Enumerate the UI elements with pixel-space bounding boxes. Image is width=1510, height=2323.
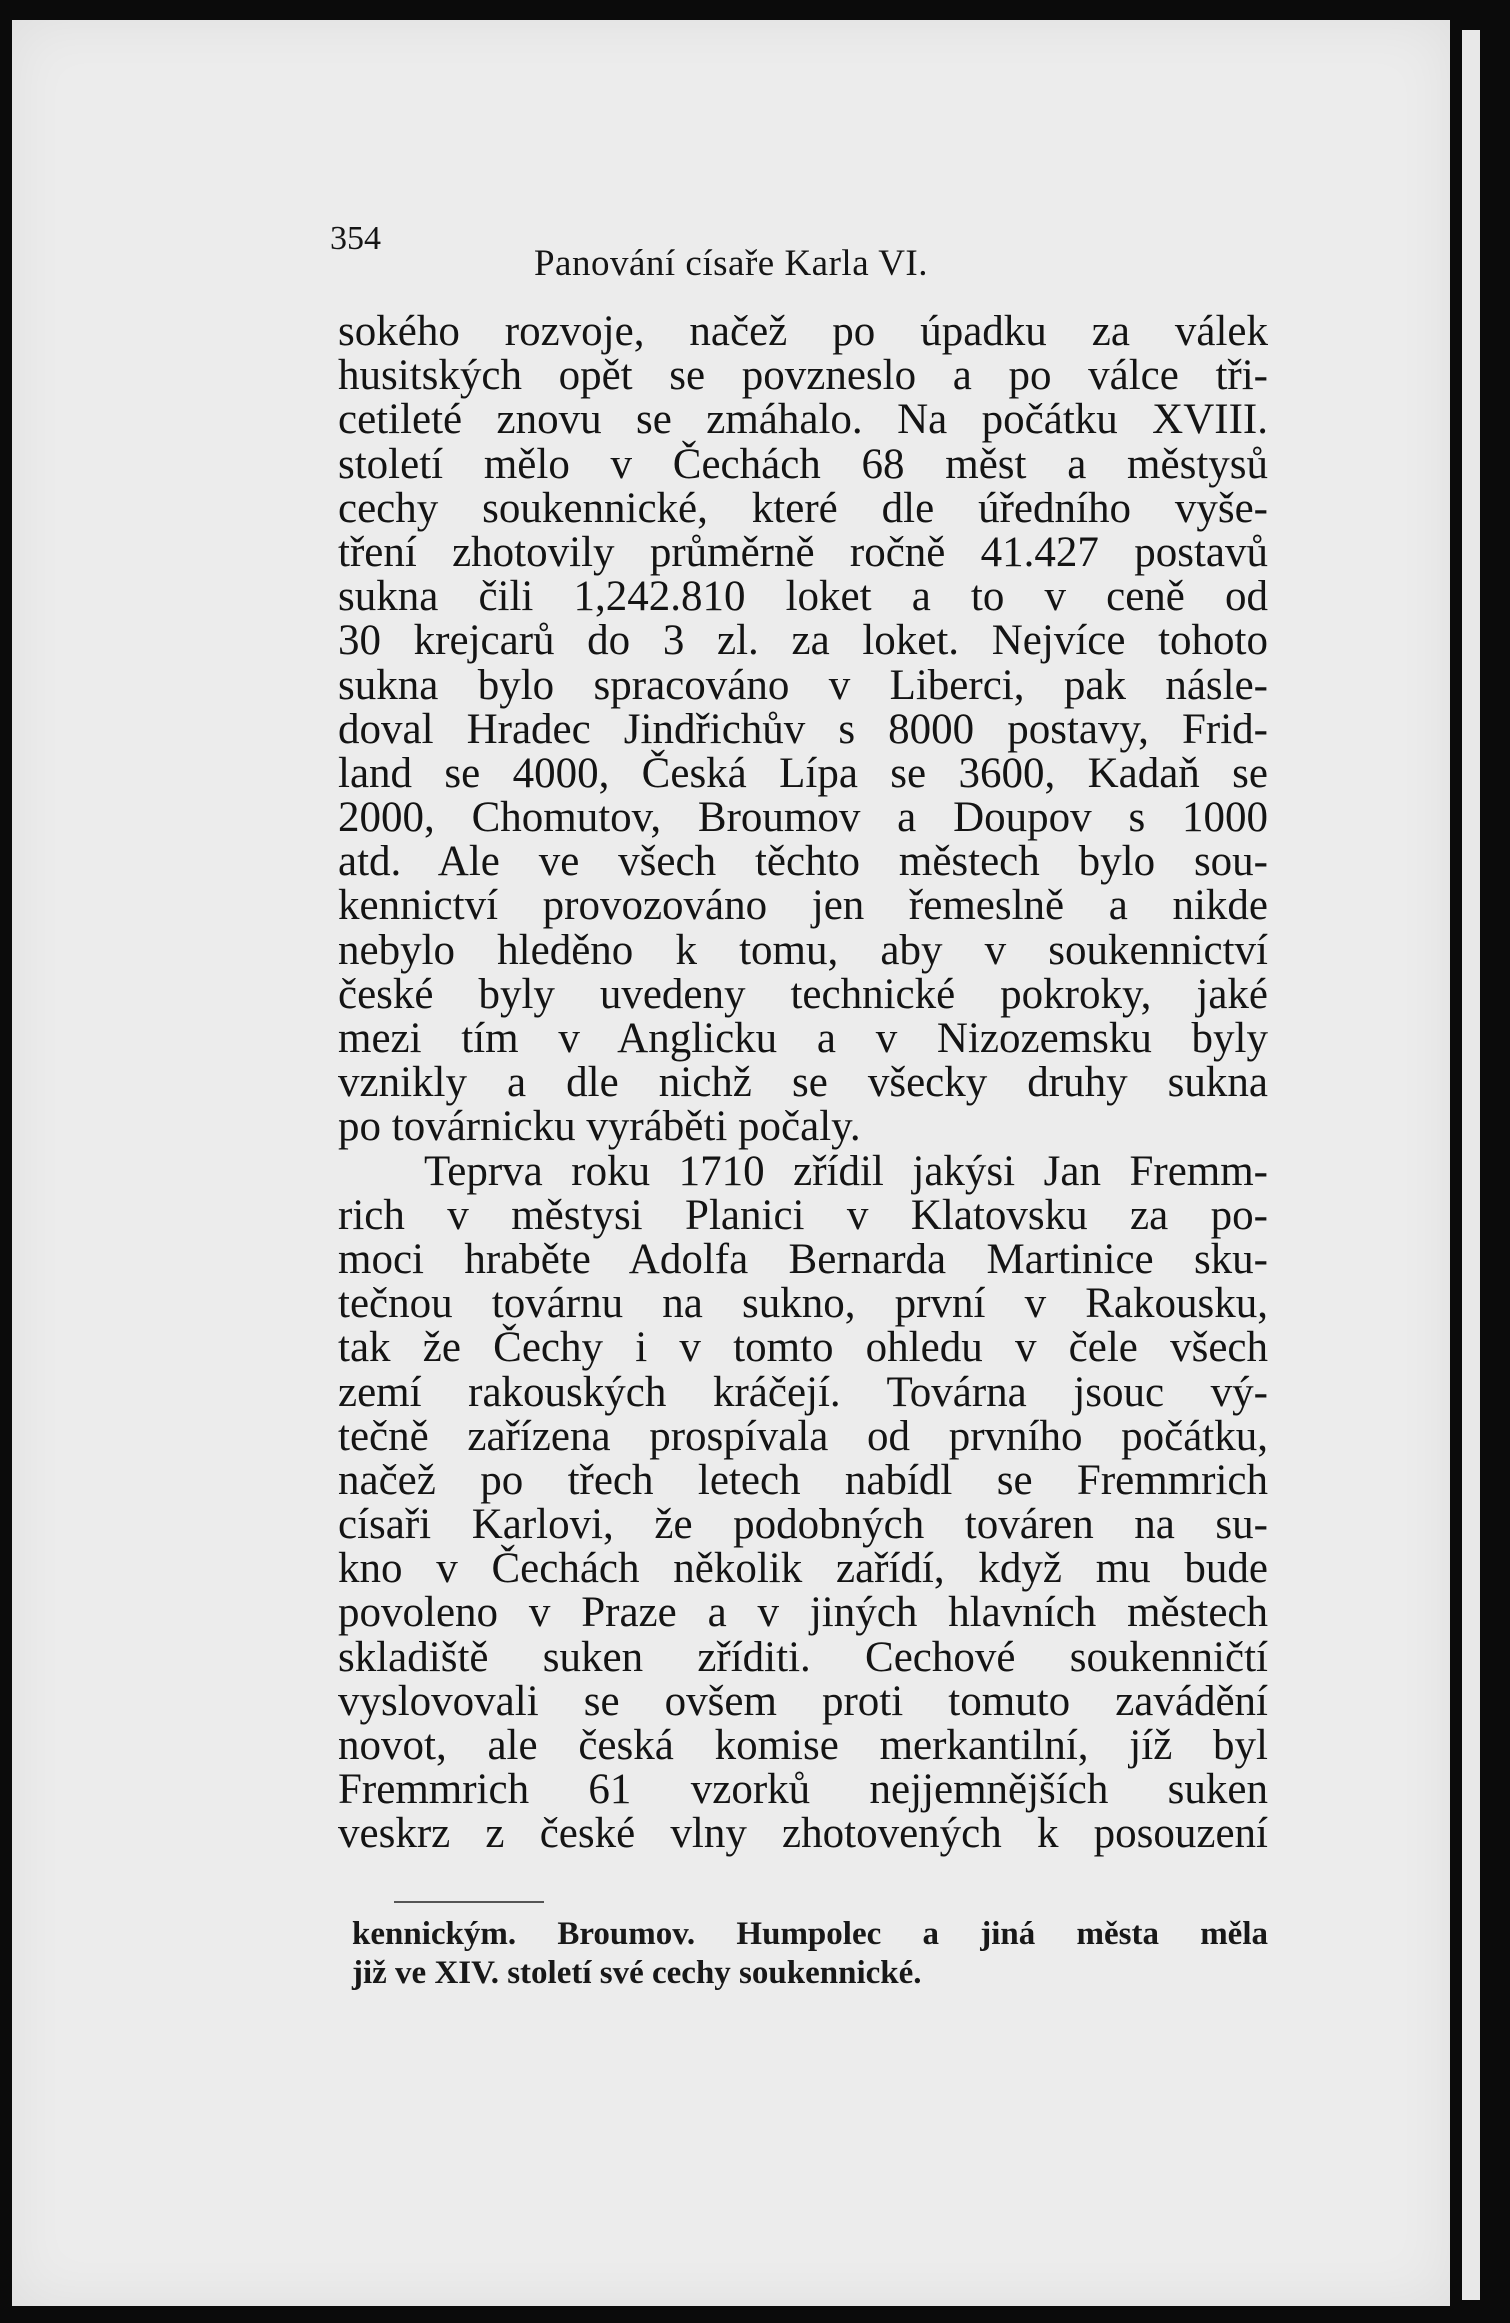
body-text: [338, 310, 1268, 1857]
text-line: nebylo hleděno k tomu, aby v soukennictví: [338, 926, 1268, 974]
paragraph-end-line: po továrnicku vyráběti počaly.: [338, 1103, 861, 1151]
text-line: veskrz z české vlny zhotovených k posouzení: [338, 1810, 1268, 1858]
text-line: husitských opět se povzneslo a po válce tři-: [338, 352, 1268, 400]
footnote-divider: [394, 1901, 544, 1903]
text-line: land se 4000, Česká Lípa se 3600, Kadaň se: [338, 749, 1268, 797]
text-line: novot, ale česká komise merkantilní, jíž byl: [338, 1722, 1268, 1769]
text-line: tak že Čechy i v tomto ohledu v čele všech: [338, 1324, 1268, 1372]
text-line: tření zhotovily průměrně ročně 41.427 postavů: [338, 528, 1268, 576]
text-line: povoleno v Praze a v jiných hlavních městech: [338, 1589, 1268, 1637]
text-line: české byly uvedeny technické pokroky, jaké: [338, 970, 1268, 1018]
text-line: vznikly a dle nichž se všecky druhy sukna: [338, 1059, 1268, 1107]
text-line: 2000, Chomutov, Broumov a Doupov s 1000: [338, 794, 1268, 842]
text-line: moci hraběte Adolfa Bernarda Martinice sku-: [338, 1235, 1268, 1283]
text-line: Fremmrich 61 vzorků nejjemnějších suken: [338, 1766, 1268, 1814]
text-line: sukna bylo spracováno v Liberci, pak násle-: [338, 661, 1268, 709]
text-line: cetileté znovu se zmáhalo. Na počátku XVIII.: [338, 396, 1268, 444]
footnote-line: již ve XIV. století své cechy soukennické.: [352, 1955, 922, 1991]
book-page: [12, 20, 1450, 2306]
text-line: kno v Čechách několik zařídí, když mu bude: [338, 1545, 1268, 1593]
running-title: Panování císaře Karla VI.: [533, 243, 928, 284]
text-line: tečně zařízena prospívala od prvního počátku,: [338, 1412, 1268, 1460]
text-line: 30 krejcarů do 3 zl. za loket. Nejvíce tohoto: [338, 617, 1268, 665]
text-line: století mělo v Čechách 68 měst a městysů: [338, 440, 1268, 488]
text-line: císaři Karlovi, že podobných továren na su-: [338, 1501, 1268, 1549]
text-line: sokého rozvoje, načež po úpadku za válek: [338, 308, 1268, 355]
text-line: vyslovovali se ovšem proti tomuto zavádění: [338, 1677, 1268, 1725]
text-line: načež po třech letech nabídl se Fremmrich: [338, 1456, 1268, 1504]
footnote: [352, 1915, 1268, 1993]
text-line: mezi tím v Anglicku a v Nizozemsku byly: [338, 1015, 1268, 1062]
text-line: doval Hradec Jindřichův s 8000 postavy, Frid-: [338, 705, 1268, 753]
text-line: cechy soukennické, které dle úředního vyše-: [338, 484, 1268, 532]
text-line: atd. Ale ve všech těchto městech bylo sou-: [338, 838, 1268, 886]
footnote-line: kennickým. Broumov. Humpolec a jiná města měla: [352, 1916, 1268, 1952]
page-number: 354: [330, 220, 381, 257]
text-line: skladiště suken zříditi. Cechové soukenničtí: [338, 1633, 1268, 1681]
adjacent-page-edge: [1462, 30, 1480, 2300]
paragraph-start-line: Teprva roku 1710 zřídil jakýsi Jan Fremm-: [424, 1147, 1268, 1195]
text-line: rich v městysi Planici v Klatovsku za po-: [338, 1191, 1268, 1239]
text-line: kennictví provozováno jen řemeslně a nikde: [338, 882, 1268, 930]
text-line: sukna čili 1,242.810 loket a to v ceně od: [338, 573, 1268, 621]
text-line: zemí rakouských kráčejí. Továrna jsouc vý-: [338, 1368, 1268, 1416]
text-line: tečnou továrnu na sukno, první v Rakousku,: [338, 1280, 1268, 1328]
